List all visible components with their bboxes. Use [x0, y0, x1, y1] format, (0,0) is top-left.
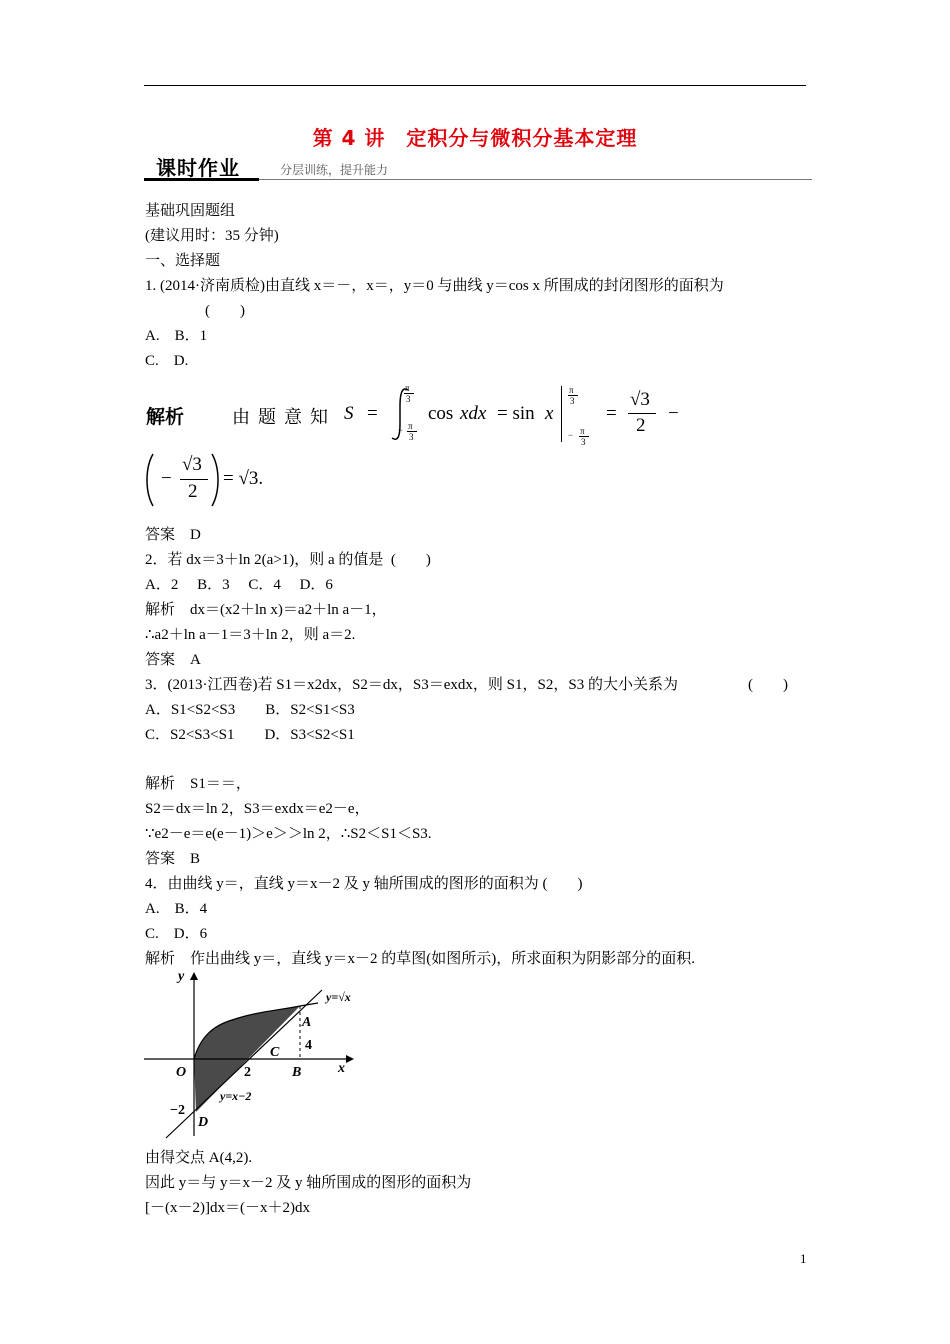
solution-1-label: 解析	[146, 406, 185, 428]
y-axis-arrow	[190, 972, 198, 980]
question-1-options-cd: C. D.	[145, 353, 189, 369]
integrand-cos: cos	[428, 403, 454, 424]
question-1-bracket: ( )	[205, 303, 245, 319]
lower-limit-minus: −	[398, 425, 404, 435]
question-3-options-cd: C．S2<S3<S1 D．S3<S2<S1	[145, 727, 355, 743]
solution-1-s: S	[344, 403, 354, 424]
neg-frac-sqrt3: √3	[182, 454, 202, 475]
area-figure	[140, 966, 380, 1146]
solution-4-line-4: [－(x－2)]dx＝(－x＋2)dx	[145, 1200, 310, 1216]
solution-1-result: = √3.	[223, 468, 264, 489]
question-2-options: A．2 B．3 C．4 D．6	[145, 577, 333, 593]
section-heading: 基础巩固题组	[145, 203, 236, 219]
point-b-label: B	[292, 1065, 302, 1080]
page-title: 第 4 讲 定积分与微积分基本定理	[312, 126, 638, 150]
x-axis-arrow	[346, 1055, 354, 1063]
integrand-xdx: xdx	[460, 403, 487, 424]
frac-two: 2	[636, 415, 646, 436]
point-d-label: D	[198, 1115, 209, 1130]
header-rule	[144, 85, 806, 86]
antiderivative-x: x	[545, 403, 554, 424]
y-axis-label: y	[178, 969, 185, 984]
point-c-label: C	[270, 1045, 280, 1060]
question-2: 2．若 dx＝3＋ln 2(a>1)，则 a 的值是 ( )	[145, 552, 431, 568]
eval-upper-three: 3	[570, 396, 575, 406]
line-label: y=x−2	[220, 1089, 252, 1103]
antiderivative-sin: = sin	[497, 403, 535, 424]
x-axis-label: x	[338, 1061, 345, 1076]
solution-4-line-2: 由得交点 A(4,2).	[145, 1150, 253, 1166]
curve-label: y=√x	[326, 990, 351, 1004]
solution-2-line-1: 解析 dx＝(x2＋ln x)＝a2＋ln a－1，	[145, 602, 387, 618]
page-number: 1	[800, 1251, 807, 1266]
question-4-options-cd: C. D．6	[145, 926, 208, 942]
solution-3-line-3: ∵e2－e＝e(e－1)＞e＞＞ln 2，∴S2＜S1＜S3.	[145, 826, 432, 842]
banner-subtitle: 分层训练，提升能力	[280, 163, 389, 177]
solution-4-line-3: 因此 y＝与 y＝x－2 及 y 轴所围成的图形的面积为	[145, 1175, 472, 1191]
part-heading: 一、选择题	[145, 253, 221, 269]
frac-bar	[628, 413, 656, 414]
neg-frac-bar	[180, 479, 208, 480]
solution-1-eq: =	[367, 403, 378, 424]
point-a-label: A	[302, 1015, 312, 1030]
solution-1-eq-2: =	[606, 403, 617, 424]
evaluation-bar	[561, 386, 562, 442]
neg-minus: −	[161, 468, 172, 489]
answer-2: 答案 A	[145, 652, 201, 668]
question-3: 3．(2013·江西卷)若 S1＝x2dx，S2＝dx，S3＝exdx，则 S1，S2，S3 的大小关系为	[145, 677, 678, 693]
question-1-options-ab: A. B．1	[145, 328, 208, 344]
upper-limit-three: 3	[406, 394, 411, 404]
line-y-x-minus-2	[166, 990, 322, 1138]
height-label-4: 4	[305, 1038, 312, 1053]
lower-limit-pi: π	[408, 421, 413, 431]
solution-1-words: 由题意知	[232, 407, 336, 428]
solution-3-line-2: S2＝dx＝ln 2，S3＝exdx＝e2－e，	[145, 801, 370, 817]
answer-1: 答案 D	[145, 527, 201, 543]
solution-3-line-1: 解析 S1＝＝，	[145, 776, 251, 792]
neg-frac-two: 2	[188, 481, 198, 502]
origin-label: O	[176, 1065, 187, 1080]
time-suggestion: (建议用时：35 分钟)	[145, 228, 279, 244]
question-4: 4．由曲线 y＝，直线 y＝x－2 及 y 轴所围成的图形的面积为 ( )	[145, 876, 583, 892]
answer-3: 答案 B	[145, 851, 201, 867]
question-1: 1. (2014·济南质检)由直线 x＝－，x＝，y＝0 与曲线 y＝cos x 所围成的封闭图形的面积为	[145, 278, 724, 294]
question-3-options-ab: A．S1<S2<S3 B．S2<S1<S3	[145, 702, 355, 718]
banner-label: 课时作业	[156, 156, 240, 180]
upper-limit-pi: π	[405, 383, 410, 393]
question-3-bracket: ( )	[748, 677, 788, 693]
banner-thick-rule	[144, 178, 259, 181]
homework-banner	[144, 152, 812, 182]
eval-lower-pi: π	[580, 426, 585, 436]
tick-label-2: 2	[244, 1065, 251, 1080]
eval-lower-three: 3	[581, 437, 586, 447]
trailing-minus: −	[668, 403, 679, 424]
frac-sqrt3: √3	[630, 389, 650, 410]
eval-lower-minus: −	[568, 430, 574, 440]
question-4-options-ab: A. B．4	[145, 901, 208, 917]
lower-limit-three: 3	[409, 432, 414, 442]
eval-upper-pi: π	[569, 385, 574, 395]
banner-thin-rule	[259, 179, 812, 180]
tick-label-neg2: −2	[170, 1103, 185, 1118]
solution-4-line-1: 解析 作出曲线 y＝，直线 y＝x－2 的草图(如图所示)，所求面积为阴影部分的面积.	[145, 951, 695, 967]
solution-2-line-2: ∴a2＋ln a－1＝3＋ln 2，则 a＝2.	[145, 627, 356, 643]
